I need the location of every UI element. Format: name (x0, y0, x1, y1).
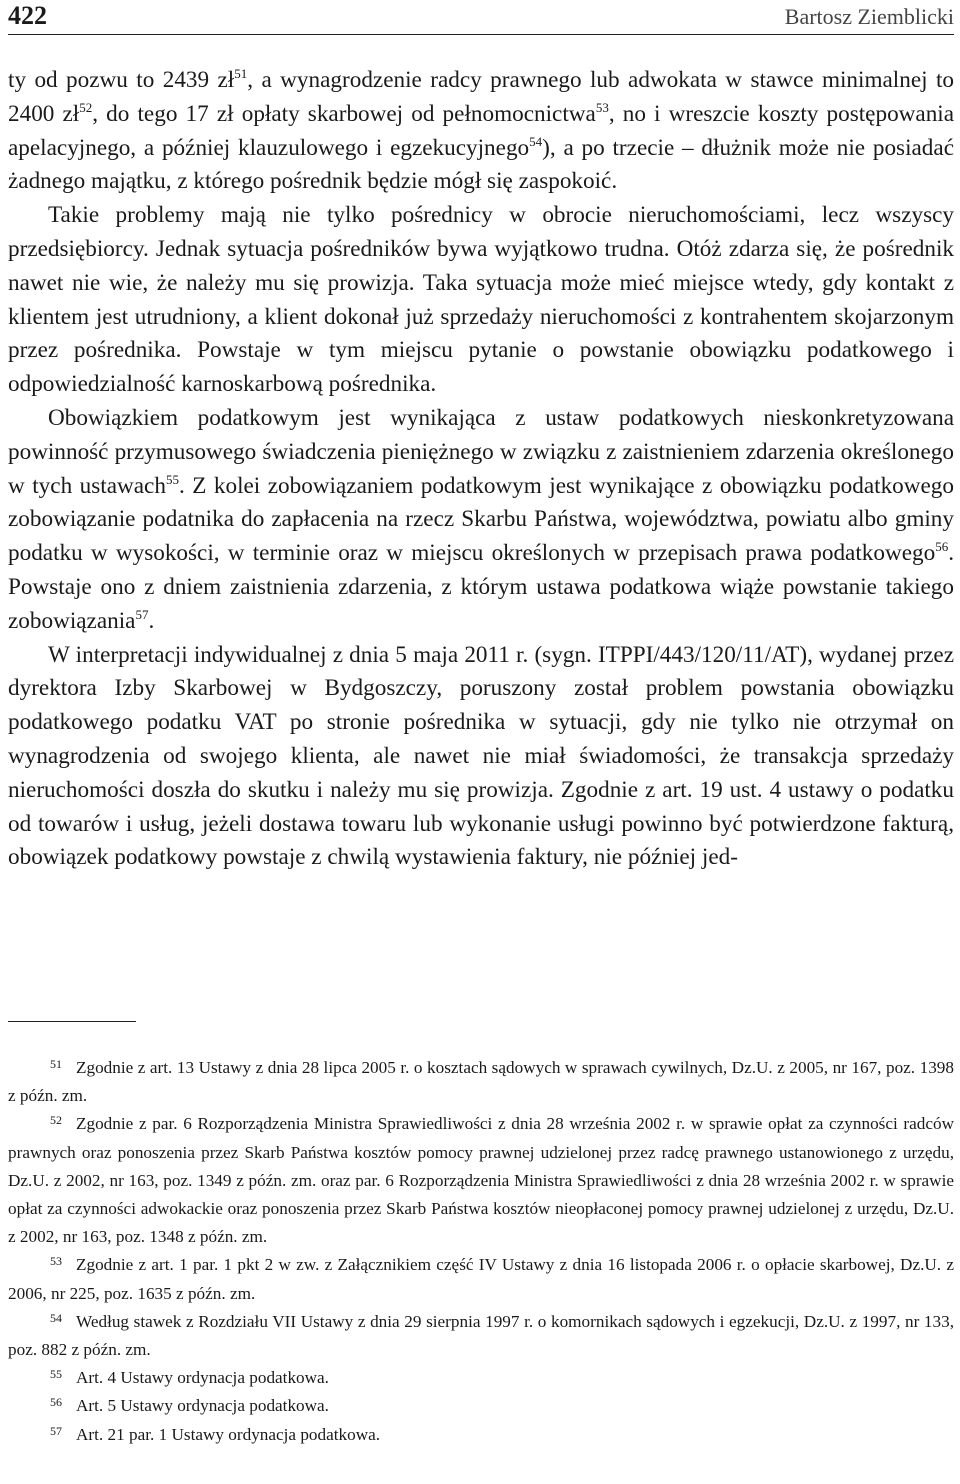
text-run: ty od pozwu to 2439 zł (8, 67, 235, 93)
main-text (8, 64, 954, 875)
footnote-ref-57[interactable]: 57 (135, 606, 149, 622)
paragraph-3 (8, 402, 954, 639)
footnote-ref-52[interactable]: 52 (79, 99, 93, 115)
footnote-text: Art. 4 Ustawy ordynacja podatkowa. (76, 1368, 329, 1388)
footnote-ref-56[interactable]: 56 (935, 539, 949, 555)
footnote-text: Według stawek z Rozdziału VII Ustawy z dnia 29 sierpnia 1997 r. o komornikach sądowych i egzekucji, Dz.U. z 1997, nr 133, poz. 882 z późn. zm. (8, 1311, 954, 1360)
footnote-52: 52 Zgodnie z par. 6 Rozporządzenia Ministra Sprawiedliwości z dnia 28 września 2002 r. w sprawie opłat za czynności radców prawnych oraz ponoszenia przez Skarb Państwa kosztów pomocy prawnej udzielonej przez radcę prawnego ustanowionego z urzędu, Dz.U. z 2002, nr 163, poz. 1349 z późn. zm. oraz par. 6 Rozporządzenia Ministra Sprawiedliwości z dnia 28 września 2002 r. w sprawie opłat za czynności adwokackie oraz ponoszenia przez Skarb Państwa kosztów nieopłaconej pomocy prawnej udzielonej z urzędu, Dz.U. z 2002, nr 163, poz. 1348 z późn. zm. (8, 1113, 954, 1247)
footnote-ref-54[interactable]: 54 (529, 133, 543, 149)
footnote-56: 56 Art. 5 Ustawy ordynacja podatkowa. (50, 1395, 329, 1416)
footnote-text: Art. 5 Ustawy ordynacja podatkowa. (76, 1396, 329, 1416)
footnotes (8, 1054, 954, 1449)
running-head-author: Bartosz Ziemblicki (784, 4, 954, 29)
footnote-text: Zgodnie z art. 13 Ustawy z dnia 28 lipca 2005 r. o kosztach sądowych w sprawach cywilnych, Dz.U. z 2005, nr 167, poz. 1398 z późn. zm. (8, 1058, 954, 1106)
footnote-53: 53 Zgodnie z art. 1 par. 1 pkt 2 w zw. z Załącznikiem część IV Ustawy z dnia 16 listopada 2006 r. o opłacie skarbowej, Dz.U. z 2006, nr 225, poz. 1635 z późn. zm. (8, 1254, 954, 1303)
footnote-54: 54 Według stawek z Rozdziału VII Ustawy z dnia 29 sierpnia 1997 r. o komornikach sądowych i egzekucji, Dz.U. z 1997, nr 133, poz. 882 z późn. zm. (8, 1310, 954, 1360)
footnote-text: Art. 21 par. 1 Ustawy ordynacja podatkowa. (76, 1424, 381, 1444)
page-number: 422 (8, 1, 47, 30)
paragraph-2: Takie problemy mają nie tylko pośrednicy w obrocie nieruchomościami, lecz wszyscy przedsiębiorcy. Jednak sytuacja pośredników bywa wyjątkowo trudna. Otóż zdarza się, że pośrednik nawet nie wie, że należy mu się prowizja. Taka sytuacja może mieć miejsce wtedy, gdy kontakt z klientem jest utrudniony, a klient dokonał już sprzedaży nieruchomości z kontrahentem skojarzonym przez pośrednika. Powstaje w tym miejscu pytanie o powstanie obowiązku podatkowego i odpowiedzialność karnoskarbową pośrednika. (8, 202, 954, 398)
footnote-55: 55 Art. 4 Ustawy ordynacja podatkowa. (50, 1367, 329, 1388)
footnote-ref-53[interactable]: 53 (595, 99, 609, 115)
text-run: . Z kolei zobowiązaniem podatkowym jest wynikające z obowiązku podatkowego zobowiązanie podatnika do zapłacenia na rzecz Skarbu Państwa, województwa, powiatu albo gminy podatku w wysokości, w terminie oraz w miejscu określonych w przepisach prawa podatkowego (8, 472, 954, 567)
footnote-ref-51[interactable]: 51 (234, 66, 248, 81)
footnote-57: 57 Art. 21 par. 1 Ustawy ordynacja podatkowa. (50, 1423, 381, 1444)
footnote-separator (8, 1021, 136, 1022)
text-run: Obowiązkiem podatkowym jest wynikająca z ustaw podatkowych nieskonkretyzowana powinność przymusowego świadczenia pieniężnego w związku z zaistnieniem zdarzenia określonego w tych ustawach (8, 404, 954, 499)
text-run: , do tego 17 zł opłaty skarbowej od pełnomocnictwa (92, 100, 596, 127)
footnote-51: 51 Zgodnie z art. 13 Ustawy z dnia 28 lipca 2005 r. o kosztach sądowych w sprawach cywilnych, Dz.U. z 2005, nr 167, poz. 1398 z późn. zm. (8, 1057, 954, 1106)
paragraph-1 (8, 64, 954, 199)
text-run: . (148, 607, 155, 634)
text-run: . Powstaje ono z dniem zaistnienia zdarzenia, z którym ustawa podatkowa wiąże powstanie takiego zobowiązania (8, 540, 954, 634)
footnote-text: Zgodnie z par. 6 Rozporządzenia Ministra Sprawiedliwości z dnia 28 września 2002 r. w sprawie opłat za czynności radców prawnych oraz ponoszenia przez Skarb Państwa kosztów pomocy prawnej udzielonej przez radcę prawnego ustanowionego z urzędu, Dz.U. z 2002, nr 163, poz. 1349 z późn. zm. oraz par. 6 Rozporządzenia Ministra Sprawiedliwości z dnia 28 września 2002 r. w sprawie opłat za czynności adwokackie oraz ponoszenia przez Skarb Państwa kosztów nieopłaconej pomocy prawnej udzielonej z urzędu, Dz.U. z 2002, nr 163, poz. 1348 z późn. zm. (8, 1114, 954, 1247)
text-run: , no i wreszcie koszty postępowania apelacyjnego, a później klauzulowego i egzekucyjnego (8, 100, 955, 161)
footnote-ref-55[interactable]: 55 (165, 471, 179, 487)
footnote-text: Zgodnie z art. 1 par. 1 pkt 2 w zw. z Załącznikiem część IV Ustawy z dnia 16 listopada 2006 r. o opłacie skarbowej, Dz.U. z 2006, nr 225, poz. 1635 z późn. zm. (8, 1255, 954, 1303)
text-run: , a wynagrodzenie radcy prawnego lub adwokata w stawce minimalnej to 2400 zł (8, 67, 954, 127)
paragraph-4: W interpretacji indywidualnej z dnia 5 maja 2011 r. (sygn. ITPPI/443/120/11/AT), wydanej przez dyrektora Izby Skarbowej w Bydgoszczy, poruszony został problem powstania obowiązku podatkowego podatku VAT po stronie pośrednika w sytuacji, gdy nie tylko nie otrzymał on wynagrodzenia od swojego klienta, ale nawet nie miał świadomości, że transakcja sprzedaży nieruchomości doszła do skutku i należy mu się prowizja. Zgodnie z art. 19 ust. 4 ustawy o podatku od towarów i usług, jeżeli dostawa towaru lub wykonanie usługi powinno być potwierdzone fakturą, obowiązek podatkowy powstaje z chwilą wystawienia faktury, nie później jed- (8, 641, 954, 871)
page-header (8, 0, 954, 35)
text-run: ), a po trzecie – dłużnik może nie posiadać żadnego majątku, z którego pośrednik będzie mógł się zaspokoić. (8, 134, 954, 195)
